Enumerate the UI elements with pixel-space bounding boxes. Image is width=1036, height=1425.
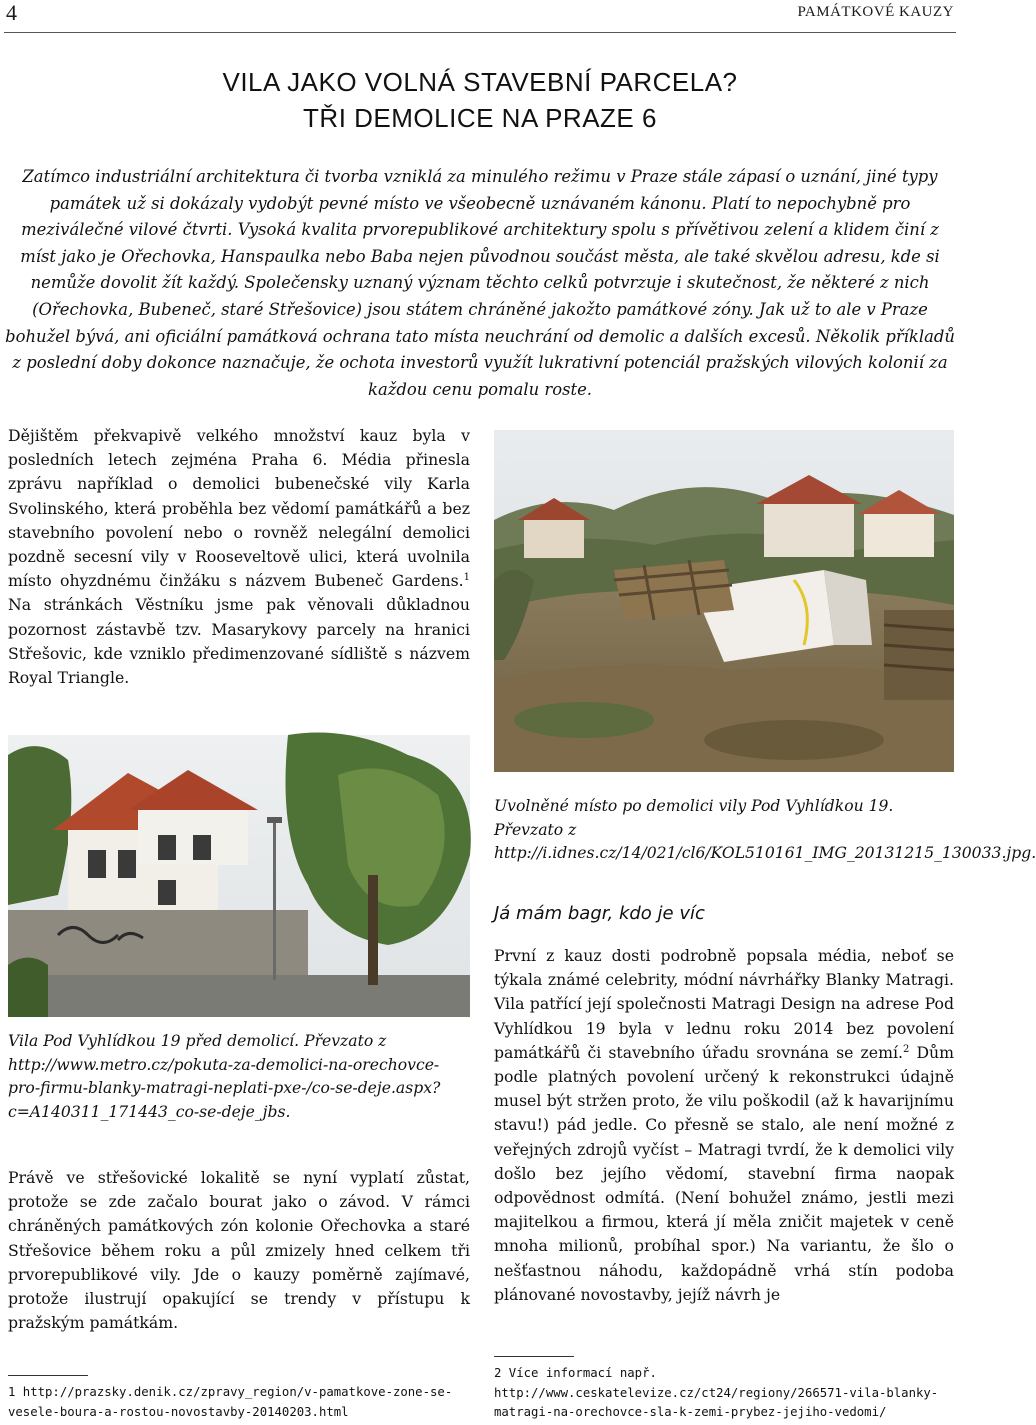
caption-demolition-site: Uvolněné místo po demolici vily Pod Vyhlídkou 19. Převzato z http://i.idnes.cz/14/021/cl6/KOL510161_IMG_20131215_130033.jpg. [494,797,1036,862]
paragraph-3-text-cont: Dům podle platných povolení určený k rekonstrukci údajně musel být stržen proto, že vilu poškodil (až k havarijnímu stavu!) pád jedle. Co přesně se stalo, ale není možné z veřejných zdrojů vyčíst – Matragi tvrdí, že k demolici vily došlo bez jejího vědomí, stavební firma naopak odpovědnost odmítá. (Není bohužel známo, jestli mezi majitelkou a firmou, která jí měla zničit majetek v ceně mnoha milionů, probíhal spor.) Na variantu, že šlo o nešťastnou náhodu, každopádně vrhá stín podoba plánované novostavby, jejíž návrh je [494,1042,954,1304]
footnote-ref-2: 2 [902,1043,910,1055]
lead-paragraph: Zatímco industriální architektura či tvorba vzniklá za minulého režimu v Praze stále zápasí o uznání, jiné typy památek už si dokázaly vydobýt pevné místo ve všeobecně uznávaném kánonu. Platí to nepochybně pro meziválečné vilové čtvrti. Vysoká kvalita prvorepublikové architektury spolu s přívětivou zelení a klidem činí z míst jako je Ořechovka, Hanspaulka nebo Baba nejen původnou součást města, ale také skvělou adresu, kde si nemůže dovolit žít každý. Společensky uznaný význam těchto celků potvrzuje i skutečnost, že některé z nich (Ořechovka, Bubeneč, staré Střešovice) jsou státem chráněné jakožto památkové zóny. Jak už to ale v Praze bohužel bývá, ani oficiální památková ochrana tato místa neuchrání od demolic a dalších excesů. Několik příkladů z poslední doby dokonce naznačuje, že ochota investorů využít lukrativní potenciál pražských vilových kolonií za každou cenu pomalu roste. [5,167,955,399]
caption-villa-before: Vila Pod Vyhlídkou 19 před demolicí. Převzato z http://www.metro.cz/pokuta-za-demolici-na-orechovce-pro-firmu-blanky-matragi-neplati-pxe-/co-se-deje.aspx?c=A140311_171443_co-se-deje_jbs. [8,1032,441,1121]
footnote-rule-right [494,1356,574,1357]
paragraph-1-text: Dějištěm překvapivě velkého množství kauz byla v posledních letech zejména Praha 6. Média přinesla zprávu například o demolici bubenečské vily Karla Svolinského, která proběhla bez vědomí památkářů a bez stavebního povolení nebo o rovněž nelegální demolici pozdně secesní vily v Rooseveltově ulici, která uvolnila místo ohyzdnému činžáku s názvem Bubeneč Gardens. [8,426,470,591]
header-rule [4,32,956,33]
villa-before-image [8,735,470,1017]
photo-villa-before [8,735,470,1017]
paragraph-3 [494,944,954,1307]
footnote-1: 1 http://prazsky.denik.cz/zpravy_region/v-pamatkove-zone-sevesele-boura-a-rostou-novostavby-20140203.html [8,1385,453,1419]
article-title [0,64,960,136]
subheading: Já mám bagr, kdo je víc [494,903,705,924]
footnote-ref-1: 1 [463,571,470,583]
paragraph-1-text-cont: Na stránkách Věstníku jsme pak věnovali důkladnou pozornost zástavbě tzv. Masarykovy parcely na hranici Střešovic, kde vzniklo předimenzované sídliště s názvem Royal Triangle. [8,595,470,688]
paragraph-3-text: První z kauz dosti podrobně popsala média, neboť se týkala známé celebrity, módní návrhářky Blanky Matragi. Vila patřící její společnosti Matragi Design na adrese Pod Vyhlídkou 19 byla v lednu roku 2014 bez povolení památkářů či stavebního úřadu srovnána se zemí. [494,946,954,1062]
paragraph-1 [8,424,470,690]
demolition-site-image [494,430,954,772]
paragraph-2: Právě ve střešovické lokalitě se nyní vyplatí zůstat, protože se zde začalo bourat jako o závod. V rámci chráněných památkových zón kolonie Ořechovka a staré Střešovice během roku a půl zmizely hned celkem tři prvorepublikové vily. Jde o kauzy poměrně zajímavé, protože ilustrují opakující se trendy v přístupu k pražským památkám. [8,1168,470,1333]
title-line-1: VILA JAKO VOLNÁ STAVEBNÍ PARCELA? [222,67,738,97]
title-line-2: TŘI DEMOLICE NA PRAZE 6 [303,103,657,133]
page-number: 4 [6,0,17,25]
footnote-2: 2 Více informací např. http://www.ceskatelevize.cz/ct24/regiony/266571-vila-blanky-matragi-na-orechovce-sla-k-zemi-prybez-jejiho-vedomi/ [494,1366,939,1419]
journal-title: PAMÁTKOVÉ KAUZY [797,4,954,20]
photo-demolition-site [494,430,954,772]
footnote-rule-left [8,1375,88,1376]
